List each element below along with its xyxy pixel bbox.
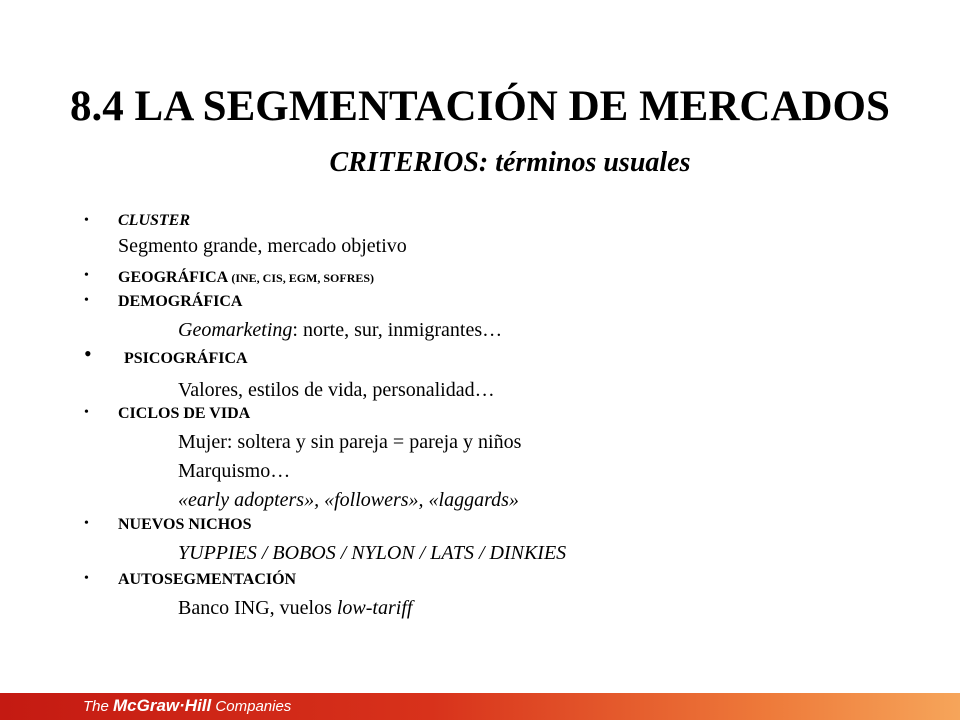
- bullet-icon: •: [84, 213, 89, 228]
- slide-title: 8.4 LA SEGMENTACIÓN DE MERCADOS: [70, 83, 890, 130]
- slide-subtitle: CRITERIOS: términos usuales: [329, 147, 691, 178]
- item-heading-ciclos-de-vida: CICLOS DE VIDA: [118, 405, 251, 422]
- bullet-icon: •: [84, 293, 89, 308]
- item-line-demografica: [178, 318, 502, 342]
- bullet-icon: •: [84, 571, 89, 586]
- logo-suffix: Companies: [211, 698, 292, 715]
- item-heading-psicografica: PSICOGRÁFICA: [124, 350, 248, 367]
- footer-bar: [0, 693, 960, 720]
- publisher-logo: [83, 696, 291, 717]
- item-line-ciclos-3: «early adopters», «followers», «laggards»: [178, 489, 519, 511]
- item-heading-demografica: DEMOGRÁFICA: [118, 293, 243, 310]
- item-line-ciclos-2: Marquismo…: [178, 460, 291, 482]
- item-line-ciclos-1: Mujer: soltera y sin pareja = pareja y niños: [178, 431, 522, 453]
- logo-name: McGraw·Hill: [113, 696, 212, 715]
- item-heading-autosegmentacion: AUTOSEGMENTACIÓN: [118, 571, 297, 588]
- bullet-icon: •: [84, 516, 89, 531]
- item-heading-note: (INE, CIS, EGM, SOFRES): [231, 271, 375, 285]
- logo-prefix: The: [83, 698, 114, 715]
- item-line-cluster: Segmento grande, mercado objetivo: [118, 235, 407, 257]
- item-line-nuevos-nichos: YUPPIES / BOBOS / NYLON / LATS / DINKIES: [178, 542, 567, 564]
- bullet-icon: •: [84, 268, 89, 283]
- item-heading-nuevos-nichos: NUEVOS NICHOS: [118, 516, 252, 533]
- item-line-italic: low-tariff: [336, 597, 413, 619]
- item-heading-text: GEOGRÁFICA: [118, 269, 228, 286]
- bullet-icon: •: [84, 341, 92, 366]
- item-line-plain: Banco ING, vuelos: [178, 597, 337, 619]
- item-line-autosegmentacion: [178, 596, 412, 620]
- item-line-italic: Geomarketing: [178, 319, 293, 341]
- item-line-psicografica: Valores, estilos de vida, personalidad…: [178, 379, 495, 401]
- item-line-rest: : norte, sur, inmigrantes…: [292, 319, 503, 341]
- item-heading-cluster: CLUSTER: [118, 212, 191, 229]
- bullet-icon: •: [84, 405, 89, 420]
- item-heading-geografica: [118, 268, 374, 288]
